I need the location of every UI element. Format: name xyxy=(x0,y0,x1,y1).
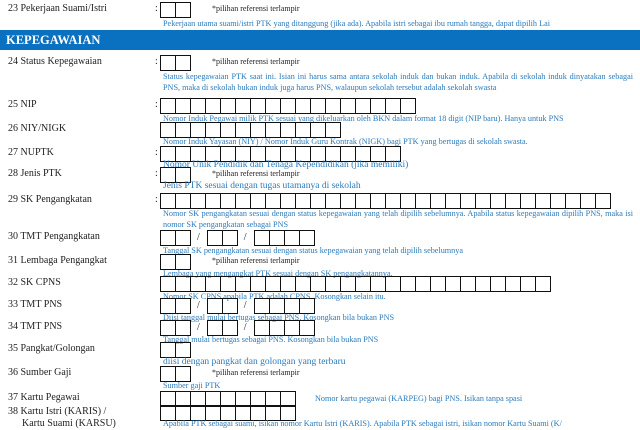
field-label-text: TMT PNS xyxy=(20,299,63,310)
character-box[interactable] xyxy=(310,276,326,292)
field-label-text: Pangkat/Golongan xyxy=(20,343,95,354)
field-label xyxy=(8,3,107,15)
character-box[interactable] xyxy=(160,193,176,209)
field-label-text: NUPTK xyxy=(20,147,54,158)
field-hint: Nomor Induk Pegawai milik PTK sesuai yang dikeluarkan oleh BKN dalam format 18 digit (NIP baru). Hanya untuk PNS xyxy=(163,114,564,123)
character-box[interactable] xyxy=(250,98,266,114)
character-box[interactable] xyxy=(265,193,281,209)
field-label xyxy=(8,147,54,159)
character-box[interactable] xyxy=(160,55,176,71)
field-hint: Diisi tanggal mulai bertugas sebagai PNS. Kosongkan bila bukan PNS xyxy=(163,313,395,322)
field-number: 33 xyxy=(8,299,18,310)
input-boxes[interactable] xyxy=(160,230,314,245)
date-separator: / xyxy=(197,322,200,333)
colon: : xyxy=(155,168,158,179)
character-box[interactable] xyxy=(175,2,191,18)
character-box[interactable] xyxy=(299,230,315,246)
input-boxes[interactable] xyxy=(160,98,415,113)
character-box[interactable] xyxy=(295,98,311,114)
character-box[interactable] xyxy=(505,193,521,209)
character-box[interactable] xyxy=(355,276,371,292)
field-label-text: SK CPNS xyxy=(20,277,61,288)
character-box[interactable] xyxy=(475,276,491,292)
character-box[interactable] xyxy=(265,276,281,292)
character-box[interactable] xyxy=(580,193,596,209)
character-box[interactable] xyxy=(415,193,431,209)
field-label xyxy=(8,168,62,180)
field-number: 32 xyxy=(8,277,18,288)
character-box[interactable] xyxy=(385,98,401,114)
character-box[interactable] xyxy=(520,193,536,209)
field-number: 26 xyxy=(8,123,18,134)
field-label xyxy=(8,392,80,404)
colon: : xyxy=(155,99,158,110)
field-hint: diisi dengan pangkat dan golongan yang terbaru xyxy=(163,357,346,367)
input-boxes[interactable] xyxy=(160,55,190,70)
input-boxes[interactable] xyxy=(160,320,314,335)
character-box[interactable] xyxy=(190,276,206,292)
field-number: 29 xyxy=(8,194,18,205)
character-box[interactable] xyxy=(265,98,281,114)
character-box[interactable] xyxy=(207,230,223,246)
field-hint: Jenis PTK sesuai dengan tugas utamanya di sekolah xyxy=(163,181,361,191)
field-label xyxy=(8,99,37,111)
character-box[interactable] xyxy=(222,230,238,246)
character-box[interactable] xyxy=(505,276,521,292)
character-box[interactable] xyxy=(160,98,176,114)
input-boxes[interactable] xyxy=(160,193,610,208)
reference-note: *pilihan referensi terlampir xyxy=(212,169,300,178)
field-label-text: Pekerjaan Suami/Istri xyxy=(20,3,107,14)
section-header-kepegawaian: KEPEGAWAIAN xyxy=(0,30,640,50)
field-label-text: TMT PNS xyxy=(20,321,63,332)
character-box[interactable] xyxy=(280,276,296,292)
character-box[interactable] xyxy=(205,193,221,209)
field-label xyxy=(8,255,107,267)
field-label-text: Lembaga Pengangkat xyxy=(20,255,107,266)
field-label-text: Jenis PTK xyxy=(20,168,62,179)
field-label xyxy=(8,343,95,355)
character-box[interactable] xyxy=(205,276,221,292)
character-box[interactable] xyxy=(535,193,551,209)
input-boxes[interactable] xyxy=(160,254,190,269)
field-label-text: Kartu Istri (KARIS) / xyxy=(20,406,107,417)
character-box[interactable] xyxy=(175,55,191,71)
field-number: 31 xyxy=(8,255,18,266)
character-box[interactable] xyxy=(490,276,506,292)
character-box[interactable] xyxy=(175,230,191,246)
field-label-line2: Kartu Suami (KARSU) xyxy=(22,418,116,429)
character-box[interactable] xyxy=(325,276,341,292)
character-box[interactable] xyxy=(190,193,206,209)
reference-note: *pilihan referensi terlampir xyxy=(212,57,300,66)
character-box[interactable] xyxy=(235,276,251,292)
character-box[interactable] xyxy=(220,98,236,114)
character-box[interactable] xyxy=(400,193,416,209)
character-box[interactable] xyxy=(220,193,236,209)
field-hint: Tanggal mulai bertugas sebagai PNS. Kosongkan bila bukan PNS xyxy=(163,335,379,344)
character-box[interactable] xyxy=(520,276,536,292)
character-box[interactable] xyxy=(565,193,581,209)
character-box[interactable] xyxy=(295,193,311,209)
character-box[interactable] xyxy=(295,276,311,292)
colon: : xyxy=(155,56,158,67)
character-box[interactable] xyxy=(250,276,266,292)
field-label xyxy=(8,406,116,430)
input-boxes[interactable] xyxy=(160,342,190,357)
character-box[interactable] xyxy=(490,193,506,209)
character-box[interactable] xyxy=(175,276,191,292)
character-box[interactable] xyxy=(269,230,285,246)
field-number: 25 xyxy=(8,99,18,110)
character-box[interactable] xyxy=(325,98,341,114)
character-box[interactable] xyxy=(355,98,371,114)
character-box[interactable] xyxy=(400,276,416,292)
field-hint: Tanggal SK pengangkatan sesuai dengan status kepegawaian yang telah dipilih sebelumnya xyxy=(163,246,464,255)
character-box[interactable] xyxy=(175,193,191,209)
character-box[interactable] xyxy=(280,193,296,209)
character-box[interactable] xyxy=(415,276,431,292)
character-box[interactable] xyxy=(430,276,446,292)
character-box[interactable] xyxy=(445,193,461,209)
character-box[interactable] xyxy=(340,276,356,292)
character-box[interactable] xyxy=(385,193,401,209)
field-hint: Nomor SK CPNS apabila PTK adalah CPNS. Kosongkan selain itu. xyxy=(163,292,386,301)
character-box[interactable] xyxy=(284,230,300,246)
field-number: 34 xyxy=(8,321,18,332)
field-label-text: SK Pengangkatan xyxy=(20,194,92,205)
date-separator: / xyxy=(197,232,200,243)
character-box[interactable] xyxy=(460,193,476,209)
field-hint: Lembaga yang mengangkat PTK sesuai dengan SK pengangkatannya. xyxy=(163,269,393,278)
field-number: 23 xyxy=(8,3,18,14)
field-hint: Status kepegawaian PTK saat ini. Isian ini harus sama antara sekolah induk dan bukan induk. Apabila di sekolah induk dinyatakan sebagai PNS, maka di sekolah bukan induk juga harus PNS, walaupun sekolah tersebut adalah sekolah swasta xyxy=(163,72,633,92)
character-box[interactable] xyxy=(460,276,476,292)
character-box[interactable] xyxy=(160,342,176,358)
reference-note: *pilihan referensi terlampir xyxy=(212,256,300,265)
date-separator: / xyxy=(197,300,200,311)
field-label xyxy=(8,367,71,379)
input-boxes[interactable] xyxy=(160,391,295,406)
character-box[interactable] xyxy=(550,193,566,209)
date-separator: / xyxy=(243,232,247,243)
character-box[interactable] xyxy=(175,98,191,114)
character-box[interactable] xyxy=(310,193,326,209)
character-box[interactable] xyxy=(235,98,251,114)
input-boxes[interactable] xyxy=(160,276,550,291)
field-number: 28 xyxy=(8,168,18,179)
character-box[interactable] xyxy=(160,2,176,18)
colon: : xyxy=(155,147,158,158)
character-box[interactable] xyxy=(445,276,461,292)
colon: : xyxy=(155,3,158,14)
character-box[interactable] xyxy=(595,193,611,209)
character-box[interactable] xyxy=(370,193,386,209)
character-box[interactable] xyxy=(190,98,206,114)
character-box[interactable] xyxy=(535,276,551,292)
field-label-text: Sumber Gaji xyxy=(20,367,72,378)
field-number: 24 xyxy=(8,56,18,67)
field-number: 37 xyxy=(8,392,18,403)
field-label xyxy=(8,123,66,135)
character-box[interactable] xyxy=(205,98,221,114)
date-separator: / xyxy=(243,322,247,333)
input-boxes[interactable] xyxy=(160,146,400,161)
field-hint: Pekerjaan utama suami/istri PTK yang ditanggung (jika ada). Apabila istri sebagai ibu rumah tangga, dapat dipilih Lai xyxy=(163,19,550,28)
input-boxes[interactable] xyxy=(160,298,314,313)
character-box[interactable] xyxy=(400,98,416,114)
field-label xyxy=(8,231,100,243)
input-boxes[interactable] xyxy=(160,366,190,381)
field-label-text: NIY/NIGK xyxy=(20,123,67,134)
character-box[interactable] xyxy=(370,98,386,114)
character-box[interactable] xyxy=(175,342,191,358)
input-boxes[interactable] xyxy=(160,167,190,182)
character-box[interactable] xyxy=(340,193,356,209)
field-hint: Nomor Unik Pendidik dan Tenaga Kependidikan (jika memiliki) xyxy=(163,160,409,170)
character-box[interactable] xyxy=(310,98,326,114)
field-hint: Nomor Induk Yayasan (NIY) / Nomor Induk Guru Kontrak (NIGK) bagi PTK yang bertugas di sekolah swasta. xyxy=(163,137,528,146)
character-box[interactable] xyxy=(160,276,176,292)
character-box[interactable] xyxy=(254,230,270,246)
character-box[interactable] xyxy=(325,193,341,209)
field-hint: Nomor kartu pegawai (KARPEG) bagi PNS. Isikan tanpa spasi xyxy=(315,394,523,403)
field-number: 35 xyxy=(8,343,18,354)
reference-note: *pilihan referensi terlampir xyxy=(212,368,300,377)
character-box[interactable] xyxy=(340,98,356,114)
field-number: 36 xyxy=(8,367,18,378)
field-label xyxy=(8,321,62,333)
character-box[interactable] xyxy=(385,276,401,292)
field-hint: Nomor SK pengangkatan sesuai dengan status kepegawaian yang telah dipilih sebelumnya. Apabila status kepegawaian dipilih PNS, maka isi nomor SK pengangkatan sebagai PNS xyxy=(163,209,633,229)
character-box[interactable] xyxy=(220,276,236,292)
character-box[interactable] xyxy=(250,193,266,209)
character-box[interactable] xyxy=(235,193,251,209)
colon: : xyxy=(155,194,158,205)
field-label xyxy=(8,299,62,311)
field-label-text: TMT Pengangkatan xyxy=(20,231,100,242)
character-box[interactable] xyxy=(430,193,446,209)
character-box[interactable] xyxy=(370,276,386,292)
character-box[interactable] xyxy=(160,230,176,246)
field-label-text: Kartu Pegawai xyxy=(20,392,80,403)
input-boxes[interactable] xyxy=(160,2,190,17)
field-number: 30 xyxy=(8,231,18,242)
field-hint: Sumber gaji PTK xyxy=(163,381,221,390)
character-box[interactable] xyxy=(475,193,491,209)
field-number: 38 xyxy=(8,406,18,417)
field-label xyxy=(8,277,61,289)
field-label xyxy=(8,194,92,206)
date-separator: / xyxy=(243,300,247,311)
field-number: 27 xyxy=(8,147,18,158)
field-hint: Apabila PTK sebagai suami, isikan nomor Kartu Istri (KARIS). Apabila PTK sebagai istri, isikan nomor Kartu Suami (K/ xyxy=(163,419,562,428)
character-box[interactable] xyxy=(355,193,371,209)
input-boxes[interactable] xyxy=(160,122,340,137)
character-box[interactable] xyxy=(280,98,296,114)
field-label-text: Status Kepegawaian xyxy=(20,56,102,67)
field-label-text: NIP xyxy=(20,99,37,110)
reference-note: *pilihan referensi terlampir xyxy=(212,4,300,13)
field-label xyxy=(8,56,102,68)
